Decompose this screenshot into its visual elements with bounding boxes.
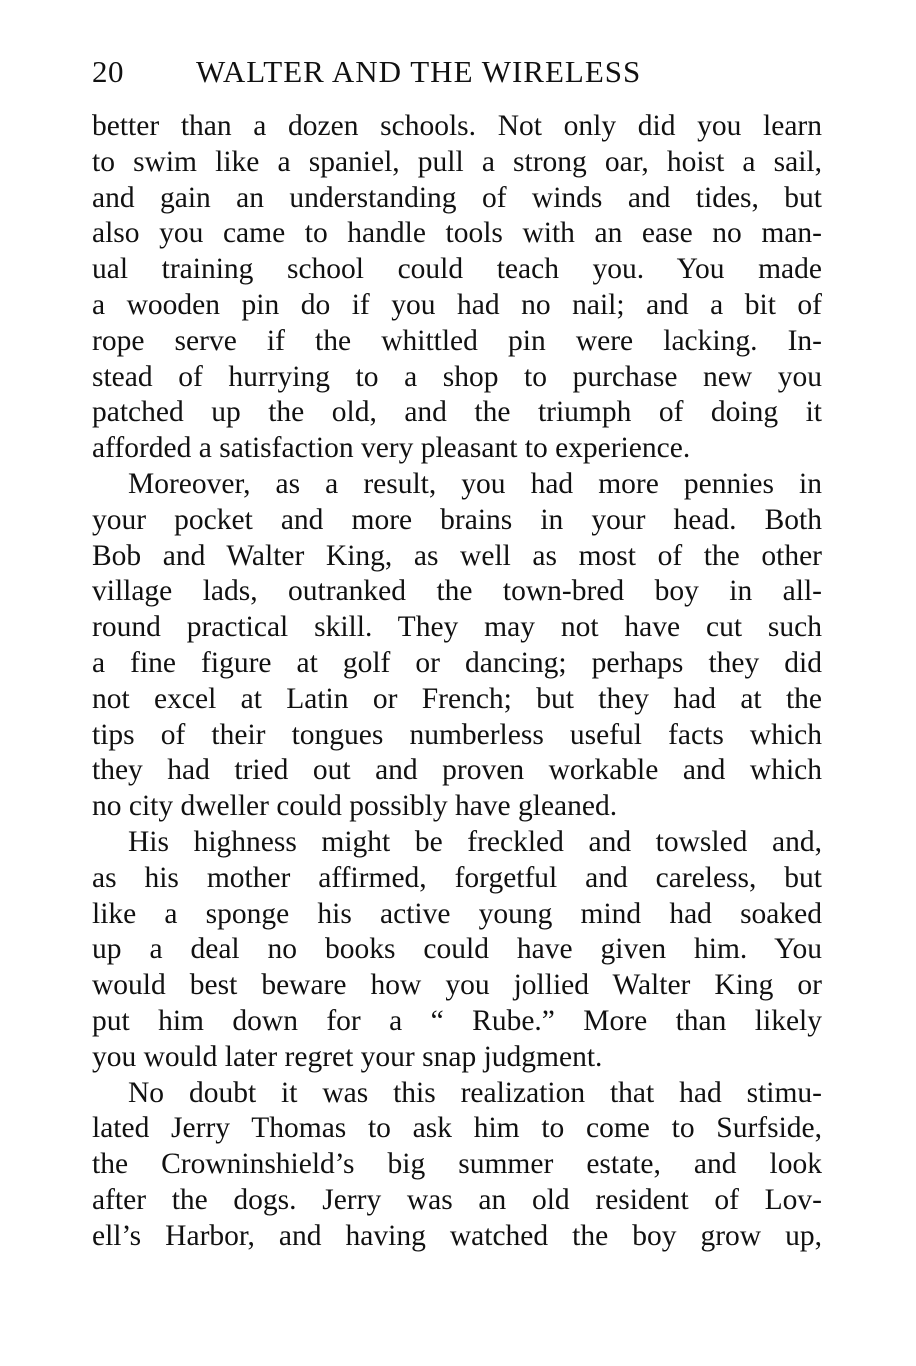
text-line: ual training school could teach you. You made <box>92 253 822 286</box>
text-line: tips of their tongues numberless useful facts which <box>92 718 822 751</box>
text-line: afforded a satisfaction very pleasant to experience. <box>92 432 691 465</box>
text-line: your pocket and more brains in your head. Both <box>92 503 822 536</box>
text-line: stead of hurrying to a shop to purchase new you <box>92 360 822 393</box>
text-line: village lads, outranked the town-bred boy in all- <box>92 575 822 608</box>
text-line: lated Jerry Thomas to ask him to come to Surfside, <box>92 1112 822 1145</box>
text-line: round practical skill. They may not have cut such <box>92 611 822 644</box>
running-head <box>92 50 832 94</box>
text-line: and gain an understanding of winds and tides, but <box>92 181 822 214</box>
text-line: put him down for a “ Rube.” More than likely <box>92 1004 822 1037</box>
text-line: no city dweller could possibly have gleaned. <box>92 790 618 823</box>
paragraph-start-line: Moreover, as a result, you had more pennies in <box>128 467 822 500</box>
text-line: they had tried out and proven workable and which <box>92 754 822 787</box>
paragraph-start-line: No doubt it was this realization that had stimu- <box>128 1076 822 1109</box>
text-line: you would later regret your snap judgment. <box>92 1040 603 1073</box>
text-line: Bob and Walter King, as well as most of the other <box>92 539 822 572</box>
text-line: after the dogs. Jerry was an old resident of Lov- <box>92 1183 822 1216</box>
text-line: patched up the old, and the triumph of doing it <box>92 396 822 429</box>
text-line: better than a dozen schools. Not only did you learn <box>92 110 822 142</box>
running-title: WALTER AND THE WIRELESS <box>196 54 642 89</box>
text-line: to swim like a spaniel, pull a strong oar, hoist a sail, <box>92 145 822 178</box>
text-line: up a deal no books could have given him. You <box>92 933 822 966</box>
text-line: also you came to handle tools with an ease no man- <box>92 217 822 250</box>
text-line: ell’s Harbor, and having watched the boy grow up, <box>92 1219 822 1252</box>
text-line: the Crowninshield’s big summer estate, and look <box>92 1148 822 1181</box>
text-line: a wooden pin do if you had no nail; and a bit of <box>92 288 822 321</box>
text-line: would best beware how you jollied Walter King or <box>92 969 822 1002</box>
paragraph-start-line: His highness might be freckled and towsled and, <box>128 825 822 858</box>
page-number: 20 <box>92 54 124 89</box>
body-text <box>92 109 822 1255</box>
text-line: as his mother affirmed, forgetful and careless, but <box>92 861 822 894</box>
text-line: like a sponge his active young mind had soaked <box>92 897 822 930</box>
text-line: not excel at Latin or French; but they had at the <box>92 682 822 715</box>
text-line: rope serve if the whittled pin were lacking. In- <box>92 324 822 357</box>
text-line: a fine figure at golf or dancing; perhaps they did <box>92 646 822 679</box>
